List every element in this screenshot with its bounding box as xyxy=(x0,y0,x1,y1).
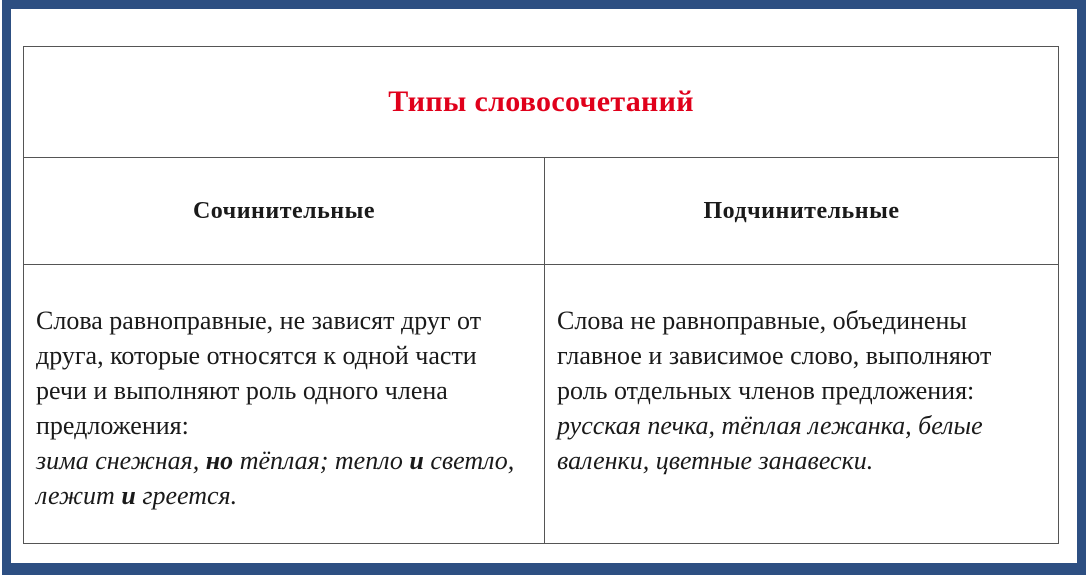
table-title: Типы словосочетаний xyxy=(24,47,1059,158)
content-row xyxy=(24,265,1059,544)
conjunction: и xyxy=(121,481,136,510)
coordinating-description: Слова равноправные, не зависят друг от друга, которые относятся к одной части речи и выполняют роль одного члена предложения: xyxy=(36,306,482,440)
header-row xyxy=(24,158,1059,265)
example-text: зима снежная, xyxy=(36,446,206,475)
coordinating-cell xyxy=(24,265,545,544)
example-text: светло, лежит xyxy=(36,446,515,510)
subordinating-description: Слова не равноправные, объединены главное и зависимое слово, выполняют роль отдельных членов предложения: xyxy=(557,306,992,405)
column-header-subordinating: Подчинительные xyxy=(545,158,1059,265)
subordinating-example: русская печка, тёплая лежанка, белые валенки, цветные занавески. xyxy=(557,411,983,475)
subordinating-cell xyxy=(545,265,1059,544)
example-text: тёплая; тепло xyxy=(233,446,410,475)
conjunction: и xyxy=(409,446,424,475)
word-combinations-table xyxy=(23,46,1059,544)
coordinating-example xyxy=(36,443,534,513)
column-header-coordinating: Сочинительные xyxy=(24,158,545,265)
conjunction: но xyxy=(205,446,234,475)
title-row xyxy=(24,47,1059,158)
example-text: греется. xyxy=(135,481,238,510)
